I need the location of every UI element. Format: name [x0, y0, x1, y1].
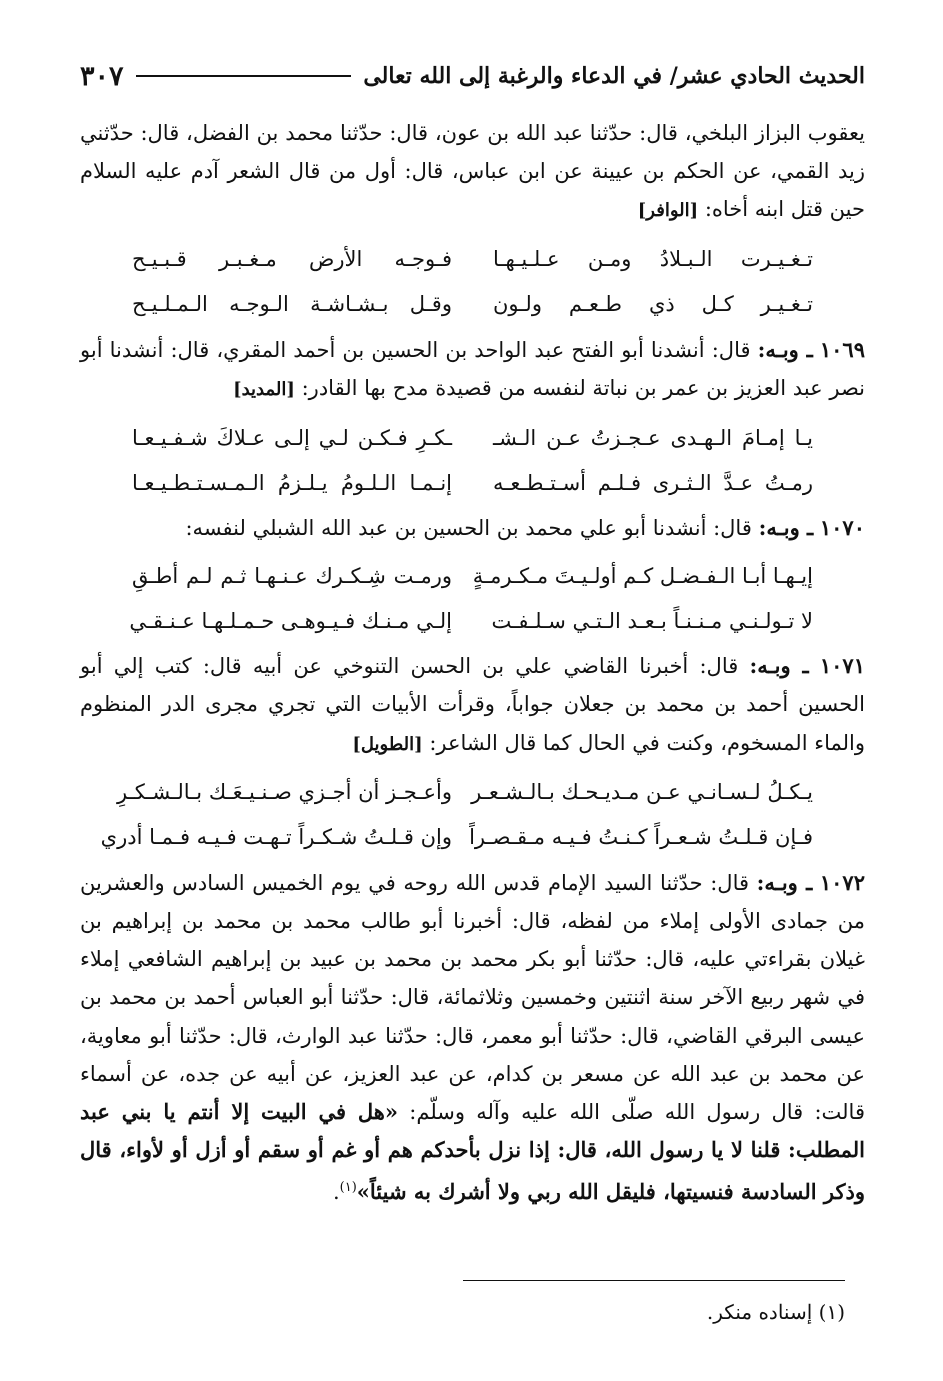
verse-second-hemistich: وأعـجـز أن أجـزي صـنـيـعَـك بـالـشـكـرِ — [116, 780, 452, 805]
hadith-1072 — [80, 864, 865, 1212]
verse-second-hemistich: فـوجـه الأرض مـغـبـر قـبـيـح — [132, 247, 452, 272]
page-number: ٣٠٧ — [80, 60, 124, 92]
verse-line — [80, 282, 865, 327]
poem-block — [80, 770, 865, 860]
verse-line — [80, 460, 865, 505]
hadith-number: ١٠٧٠ — [819, 515, 865, 541]
hadith-number: ١٠٦٩ — [819, 336, 865, 362]
page-body — [80, 114, 865, 1212]
meter-label: [المديد] — [233, 378, 295, 400]
hadith-quote: «هل في البيت إلا أنتم يا بني عبد المطلب: قلنا لا يا رسول الله، قال: إذا نزل بأحدكم هم أو غم أو سقم أو أزل أو لأواء، قال وذكر السادسة فنسيتها، فليقل الله ربي ولا أشرك به شيئاً» — [80, 1099, 865, 1205]
paragraph-text: قال: أخبرنا القاضي علي بن الحسن التنوخي عن أبيه قال: كتب إلي أبو الحسين أحمد بن محمد بن جعلان جواباً، وقرأت الأبيات التي تجري مجرى الدر المنظوم والماء المسخوم، وكنت في الحال كما قال الشاعر: — [80, 654, 865, 755]
paragraph-intro — [80, 114, 865, 231]
meter-label: [الوافر] — [637, 200, 699, 222]
verse-first-hemistich: فـإن قـلـتُ شـعـراً كـنـتُ فـيـه مـقـصـراً — [469, 825, 813, 850]
verse-line — [80, 770, 865, 815]
footnote: (١) إسناده منكر. — [706, 1300, 845, 1324]
paragraph-text: قال: أنشدنا أبو الفتح عبد الواحد بن الحسين بن أحمد المقري، قال: أنشدنا أبو نصر عبد العزيز بن عمر بن نباتة لنفسه من قصيدة مدح بها القادر: — [80, 337, 865, 400]
verse-line — [80, 553, 865, 598]
verse-first-hemistich: إيـهـا أبـا الـفـضـل كـم أولـيـتَ مـكـرمـةٍ — [472, 563, 813, 588]
isnad-marker: ـ وبـه: — [758, 515, 814, 541]
hadith-number: ١٠٧٢ — [819, 869, 865, 895]
hadith-number: ١٠٧١ — [819, 653, 865, 679]
verse-first-hemistich: يـا إمـامَ الـهـدى عـجـزتُ عـن الـشـ — [493, 425, 813, 450]
verse-first-hemistich: يـكـلُ لـسـانـي عـن مـديـحـك بـالـشـعـر — [471, 780, 813, 805]
hadith-1070 — [80, 509, 865, 547]
end-dot: . — [332, 1180, 340, 1205]
verse-line — [80, 815, 865, 860]
isnad-marker: ـ وبـه: — [749, 653, 809, 679]
verse-line — [80, 598, 865, 643]
poem-block — [80, 553, 865, 643]
header-rule — [136, 75, 352, 77]
verse-first-hemistich: رمـتُ عـدَّ الـثـرى فـلـم أسـتـطـعـه — [493, 470, 813, 495]
paragraph-text: قال: أنشدنا أبو علي محمد بن الحسين بن عبد الله الشبلي لنفسه: — [185, 516, 752, 541]
paragraph-text: يعقوب البزاز البلخي، قال: حدّثنا عبد الله بن عون، قال: حدّثنا محمد بن الفضل، قال: حدّثني زيد القمي، عن الحكم بن عيينة عن ابن عباس، قال: أول من قال الشعر آدم عليه السلام حين قتل ابنه أخاه: — [80, 121, 865, 222]
paragraph-text: قال: حدّثنا السيد الإمام قدس الله روحه في يوم الخميس السادس والعشرين من جمادى الأولى إملاء من لفظه، قال: أخبرنا أبو طالب محمد بن محمد بن إبراهيم بن غيلان بقراءتي عليه، قال: حدّثنا أبو بكر محمد بن محمد بن عبيد بن إبراهيم الشافعي إملاء في شهر ربيع الآخر سنة اثنتين وخمسين وثلاثمائة، قال: حدّثنا أبو العباس أحمد بن محمد بن عيسى البرقي القاضي، قال: حدّثنا أبو معمر، قال: حدّثنا عبد الوارث، قال: حدّثنا أبو معاوية، عن محمد بن عبد الله عن مسعر بن كدام، عن عبد العزيز، عن أبيه عن جده، عن أسماء قالت: قال رسول الله صلّى الله عليه وآله وسلّم: — [80, 870, 865, 1125]
verse-second-hemistich: ورمـت شِـكـرك عـنـهـا ثـم لـم أطـقِ — [132, 563, 452, 588]
verse-first-hemistich: لا تـولـنـي مـنـنـاً بـعـد الـتـي سـلـفـت — [491, 608, 813, 633]
verse-second-hemistich: وقـل بـشـاشـة الـوجـه الـمـلـيـح — [132, 292, 452, 317]
verse-second-hemistich: ـكـرِ فـكـن لـي إلـى عـلاكَ شـفـيـعـا — [132, 425, 452, 450]
running-title: الحديث الحادي عشر/ في الدعاء والرغبة إلى الله تعالى — [363, 63, 865, 89]
verse-first-hemistich: تـغـيـرت الـبـلادُ ومـن عـلـيـهـا — [493, 247, 813, 272]
hadith-1069 — [80, 331, 865, 409]
isnad-marker: ـ وبـه: — [757, 336, 813, 362]
verse-second-hemistich: إنـمـا الـلـومُ يـلـزمُ الـمـسـتـطـيـعـا — [132, 470, 452, 495]
verse-line — [80, 415, 865, 460]
footnote-rule — [463, 1280, 845, 1281]
verse-second-hemistich: إلـي مـنـك فـيـوهـى حـمـلـهـا عـنـقـي — [129, 608, 452, 633]
poem-block — [80, 415, 865, 505]
verse-line — [80, 237, 865, 282]
verse-first-hemistich: تـغـيـر كـل ذي طـعـم ولـون — [493, 292, 813, 317]
meter-label: [الطويل] — [352, 733, 423, 755]
verse-second-hemistich: وإن قـلـتُ شـكـراً تـهـت فـيـه فـمـا أدري — [100, 825, 452, 850]
hadith-1071 — [80, 647, 865, 764]
page-header — [80, 56, 865, 96]
poem-block — [80, 237, 865, 327]
isnad-marker: ـ وبـه: — [756, 869, 813, 895]
footnote-ref[interactable]: (١) — [339, 1180, 357, 1196]
